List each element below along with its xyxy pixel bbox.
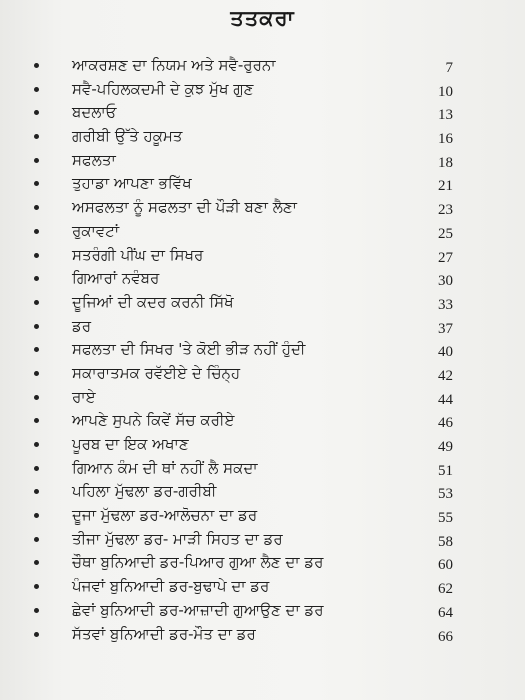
table-of-contents xyxy=(0,55,525,647)
toc-entry-page-number: 33 xyxy=(438,296,453,313)
toc-entry-title: ਗਰੀਬੀ ਉੱਤੇ ਹਕੂਮਤ xyxy=(72,127,183,146)
toc-entry xyxy=(0,339,525,363)
bullet-icon xyxy=(34,395,39,400)
toc-entry xyxy=(0,55,525,79)
toc-entry-title: ਸਕਾਰਾਤਮਕ ਰਵੱਈਏ ਦੇ ਚਿੰਨ੍ਹ xyxy=(72,363,241,382)
toc-entry-page-number: 25 xyxy=(438,225,453,242)
toc-entry xyxy=(0,221,525,245)
toc-entry-title: ਸਤਰੰਗੀ ਪੀਂਘ ਦਾ ਸਿਖਰ xyxy=(72,245,204,264)
toc-entry xyxy=(0,600,525,624)
bullet-icon xyxy=(34,418,39,423)
toc-entry xyxy=(0,458,525,482)
bullet-icon xyxy=(34,110,39,115)
toc-entry xyxy=(0,173,525,197)
toc-entry-page-number: 55 xyxy=(438,510,453,527)
toc-entry xyxy=(0,197,525,221)
toc-entry-page-number: 49 xyxy=(438,439,453,455)
bullet-icon xyxy=(34,371,39,376)
bullet-icon xyxy=(34,300,39,305)
bullet-icon xyxy=(34,87,39,92)
toc-entry-page-number: 37 xyxy=(438,320,453,337)
toc-entry-page-number: 13 xyxy=(438,107,453,124)
toc-entry-page-number: 18 xyxy=(438,154,453,171)
toc-entry-title: ਦੂਜਾ ਮੁੱਢਲਾ ਡਰ-ਆਲੋਚਨਾ ਦਾ ਡਰ xyxy=(72,506,258,525)
toc-entry xyxy=(0,552,525,576)
bullet-icon xyxy=(34,584,39,589)
toc-entry-title: ਦੂਜਿਆਂ ਦੀ ਕਦਰ ਕਰਨੀ ਸਿੱਖੋ xyxy=(72,292,234,311)
toc-entry-page-number: 42 xyxy=(438,367,453,384)
toc-entry xyxy=(0,79,525,103)
toc-entry-page-number: 66 xyxy=(438,628,453,645)
bullet-icon xyxy=(34,229,39,234)
toc-entry-title: ਗਿਆਰਾਂ ਨਵੰਬਰ xyxy=(72,269,160,288)
toc-entry-page-number: 60 xyxy=(438,557,453,574)
bullet-icon xyxy=(34,537,39,542)
toc-entry-page-number: 53 xyxy=(438,486,453,503)
toc-entry xyxy=(0,576,525,600)
toc-entry-title: ਤੁਹਾਡਾ ਆਪਣਾ ਭਵਿੱਖ xyxy=(72,174,192,193)
toc-entry xyxy=(0,363,525,387)
toc-entry xyxy=(0,126,525,150)
toc-entry-page-number: 58 xyxy=(438,533,453,550)
toc-entry xyxy=(0,150,525,174)
bullet-icon xyxy=(34,442,39,447)
toc-entry xyxy=(0,102,525,126)
toc-entry-title: ਰਾਏ xyxy=(72,387,96,406)
bullet-icon xyxy=(34,560,39,565)
toc-entry xyxy=(0,316,525,340)
bullet-icon xyxy=(34,632,39,637)
toc-entry-page-number: 44 xyxy=(438,391,453,408)
toc-entry-title: ਪੰਜਵਾਂ ਬੁਨਿਆਦੀ ਡਰ-ਬੁਢਾਪੇ ਦਾ ਡਰ xyxy=(72,577,270,596)
page-title: ਤਤਕਰਾ xyxy=(230,6,295,30)
toc-entry xyxy=(0,481,525,505)
bullet-icon xyxy=(34,489,39,494)
toc-entry xyxy=(0,292,525,316)
bullet-icon xyxy=(34,347,39,352)
toc-entry-title: ਚੌਥਾ ਬੁਨਿਆਦੀ ਡਰ-ਪਿਆਰ ਗੁਆ ਲੈਣ ਦਾ ਡਰ xyxy=(72,553,324,572)
toc-entry-title: ਸਫਲਤਾ xyxy=(72,150,116,169)
toc-entry-title: ਆਕਰਸ਼ਣ ਦਾ ਨਿਯਮ ਅਤੇ ਸਵੈ-ਰੁਰਨਾ xyxy=(72,56,276,74)
toc-entry-title: ਡਰ xyxy=(72,316,92,335)
bullet-icon xyxy=(34,276,39,281)
toc-entry-page-number: 27 xyxy=(438,249,453,266)
toc-entry-title: ਰੁਕਾਵਟਾਂ xyxy=(72,221,120,240)
bullet-icon xyxy=(34,324,39,329)
toc-entry-page-number: 23 xyxy=(438,202,453,219)
bullet-icon xyxy=(34,205,39,210)
toc-entry-page-number: 46 xyxy=(438,415,453,432)
toc-entry-title: ਆਪਣੇ ਸੁਪਨੇ ਕਿਵੇਂ ਸੱਚ ਕਰੀਏ xyxy=(72,411,235,430)
toc-entry-title: ਸਫਲਤਾ ਦੀ ਸਿਖਰ 'ਤੇ ਕੋਈ ਭੀੜ ਨਹੀਂ ਹੁੰਦੀ xyxy=(72,340,306,359)
toc-entry-title: ਗਿਆਨ ਕੰਮ ਦੀ ਥਾਂ ਨਹੀਂ ਲੈ ਸਕਦਾ xyxy=(72,458,258,477)
toc-entry-title: ਛੇਵਾਂ ਬੁਨਿਆਦੀ ਡਰ-ਆਜ਼ਾਦੀ ਗੁਆਉਣ ਦਾ ਡਰ xyxy=(72,600,324,619)
toc-entry xyxy=(0,245,525,269)
toc-entry xyxy=(0,434,525,458)
bullet-icon xyxy=(34,63,39,68)
toc-entry-title: ਅਸਫਲਤਾ ਨੂੰ ਸਫਲਤਾ ਦੀ ਪੌੜੀ ਬਣਾ ਲੈਣਾ xyxy=(72,198,297,217)
toc-entry-page-number: 64 xyxy=(438,604,453,621)
toc-entry xyxy=(0,268,525,292)
toc-entry xyxy=(0,529,525,553)
bullet-icon xyxy=(34,466,39,471)
toc-entry-title: ਤੀਜਾ ਮੁੱਢਲਾ ਡਰ- ਮਾੜੀ ਸਿਹਤ ਦਾ ਡਰ xyxy=(72,529,283,548)
toc-entry-page-number: 21 xyxy=(438,178,453,195)
bullet-icon xyxy=(34,513,39,518)
toc-entry xyxy=(0,624,525,648)
toc-entry-title: ਪਹਿਲਾ ਮੁੱਢਲਾ ਡਰ-ਗਰੀਬੀ xyxy=(72,482,217,501)
toc-entry-page-number: 10 xyxy=(438,83,453,100)
toc-entry-title: ਸਵੈ-ਪਹਿਲਕਦਮੀ ਦੇ ਕੁਝ ਮੁੱਖ ਗੁਣ xyxy=(72,79,254,98)
bullet-icon xyxy=(34,158,39,163)
bullet-icon xyxy=(34,134,39,139)
toc-entry xyxy=(0,410,525,434)
toc-entry-page-number: 51 xyxy=(438,462,453,479)
bullet-icon xyxy=(34,608,39,613)
bullet-icon xyxy=(34,181,39,186)
toc-entry-page-number: 7 xyxy=(445,60,453,76)
toc-entry-title: ਬਦਲਾਓ xyxy=(72,103,117,122)
toc-entry-page-number: 16 xyxy=(438,131,453,148)
toc-entry-page-number: 40 xyxy=(438,344,453,361)
toc-entry-page-number: 30 xyxy=(438,273,453,290)
bullet-icon xyxy=(34,253,39,258)
toc-entry xyxy=(0,505,525,529)
toc-entry-title: ਪੂਰਬ ਦਾ ਇਕ ਅਖਾਣ xyxy=(72,435,189,453)
toc-entry-page-number: 62 xyxy=(438,581,453,598)
toc-entry-title: ਸੱਤਵਾਂ ਬੁਨਿਆਦੀ ਡਰ-ਮੌਤ ਦਾ ਡਰ xyxy=(72,624,256,643)
toc-entry xyxy=(0,387,525,411)
